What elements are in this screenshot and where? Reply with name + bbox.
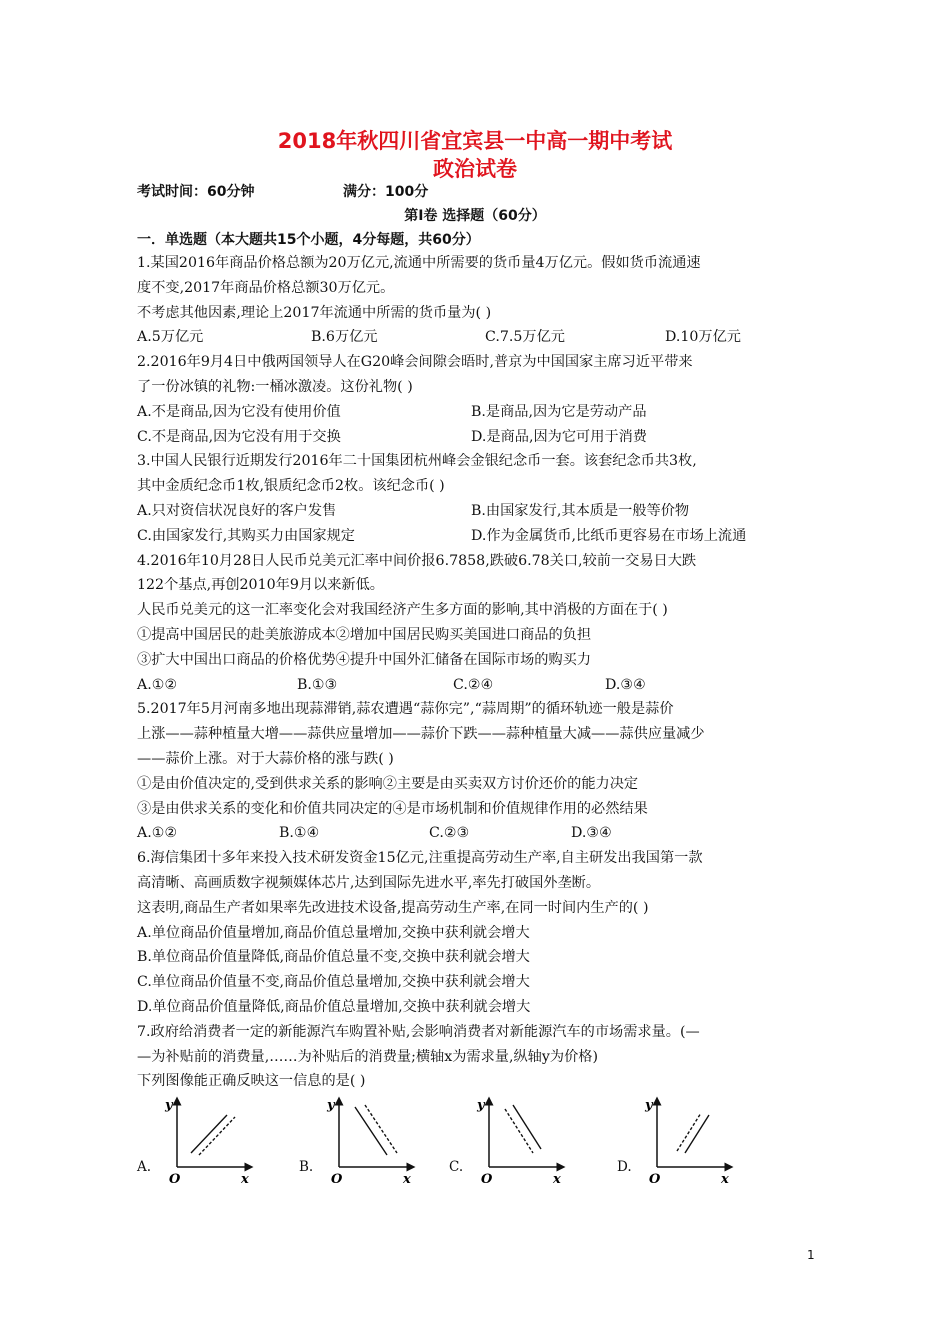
q7-graph-c[interactable] [449,1095,599,1185]
q3-option-c[interactable]: C.由国家发行,其购买力由国家规定 [137,527,355,544]
y-label: y [645,1098,653,1113]
q2-options-row1 [137,400,817,425]
x-label: x [241,1172,249,1185]
exam-title: 2018年秋四川省宜宾县一中高一期中考试 [277,129,673,153]
q4-stem-line1: 4.2016年10月28日人民币兑美元汇率中间价报6.7858,跌破6.78关口,较前一交易日大跌 [137,552,697,569]
q7-graph-b-plot [311,1095,421,1185]
q5-stem-line1: 5.2017年5月河南多地出现蒜滞销,蒜农遭遇“蒜你完”,“蒜周期”的循环轨迹一般是蒜价 [137,701,674,718]
q5-statements-line1: ①是由价值决定的,受到供求关系的影响②主要是由买卖双方讨价还价的能力决定 [137,775,639,792]
q2-options-row2 [137,425,817,450]
y-label: y [477,1098,485,1113]
q7-graph-a-label: A. [137,1159,152,1175]
exam-time: 考试时间：60分钟 [137,184,255,200]
question-list [137,251,817,1094]
q4-stem-line3: 人民币兑美元的这一汇率变化会对我国经济产生多方面的影响,其中消极的方面在于( ) [137,602,668,619]
q1-option-b[interactable]: B.6万亿元 [311,329,378,346]
after-line [199,1117,235,1155]
q4-option-a[interactable]: A.①② [137,676,178,693]
q6-option-d[interactable]: D.单位商品价值量降低,商品价值总量增加,交换中获利就会增大 [137,998,531,1015]
q7-graph-options [137,1095,817,1185]
q3-options-row2 [137,524,817,549]
q1-option-c[interactable]: C.7.5万亿元 [485,329,565,346]
q1-stem-line2: 度不变,2017年商品价格总额30万亿元。 [137,279,395,296]
q7-graph-b-label: B. [299,1159,314,1175]
exam-subtitle: 政治试卷 [433,157,517,181]
x-label: x [721,1172,729,1185]
section-title: 第Ⅰ卷 选择题（60分） [404,208,546,224]
after-line [677,1113,701,1151]
q4-option-d[interactable]: D.③④ [605,676,646,693]
q2-stem-line2: 了一份冰镇的礼物:一桶冰激凌。这份礼物( ) [137,378,413,395]
page-number: 1 [807,1248,815,1262]
q7-graph-c-label: C. [449,1159,464,1175]
q7-graph-a[interactable] [137,1095,287,1185]
q7-graph-c-plot [461,1095,571,1185]
origin-label: O [169,1172,181,1185]
q7-graph-d-plot [629,1095,739,1185]
q3-option-d[interactable]: D.作为金属货币,比纸币更容易在市场上流通 [471,527,747,544]
q1-option-d[interactable]: D.10万亿元 [665,329,741,346]
part-title: 一．单选题（本大题共15个小题，4分每题，共60分） [137,232,480,248]
q6-stem-line3: 这表明,商品生产者如果率先改进技术设备,提高劳动生产率,在同一时间内生产的( ) [137,899,649,916]
q7-graph-d-label: D. [617,1159,632,1175]
origin-label: O [481,1172,493,1185]
q4-statements-line1: ①提高中国居民的赴美旅游成本②增加中国居民购买美国进口商品的负担 [137,626,592,643]
q6-stem-line2: 高清晰、高画质数字视频媒体芯片,达到国际先进水平,率先打破国外垄断。 [137,874,601,891]
q5-stem-line3: ——蒜价上涨。对于大蒜价格的涨与跌( ) [137,750,394,767]
q2-option-d[interactable]: D.是商品,因为它可用于消费 [471,428,647,445]
q1-stem-line3: 不考虑其他因素,理论上2017年流通中所需的货币量为( ) [137,304,492,321]
q6-stem-line1: 6.海信集团十多年来投入技术研发资金15亿元,注重提高劳动生产率,自主研发出我国第一款 [137,850,703,867]
q4-option-b[interactable]: B.①③ [297,676,338,693]
y-label: y [327,1098,335,1113]
q4-option-c[interactable]: C.②④ [453,676,494,693]
q1-options [137,325,817,350]
q2-option-a[interactable]: A.不是商品,因为它没有使用价值 [137,403,341,420]
q6-option-a[interactable]: A.单位商品价值量增加,商品价值总量增加,交换中获利就会增大 [137,924,530,941]
q4-statements-line2: ③扩大中国出口商品的价格优势④提升中国外汇储备在国际市场的购买力 [137,651,592,668]
q5-option-b[interactable]: B.①④ [279,825,320,842]
q3-stem-line1: 3.中国人民银行近期发行2016年二十国集团杭州峰会金银纪念币一套。该套纪念币共3枚, [137,453,697,470]
q3-option-a[interactable]: A.只对资信状况良好的客户发售 [137,502,337,519]
before-line [191,1115,227,1153]
q5-option-c[interactable]: C.②③ [429,825,470,842]
x-label: x [403,1172,411,1185]
q1-stem-line1: 1.某国2016年商品价格总额为20万亿元,流通中所需要的货币量4万亿元。假如货币流通速 [137,255,701,271]
q3-option-b[interactable]: B.由国家发行,其本质是一般等价物 [471,502,690,519]
q3-options-row1 [137,499,817,524]
y-label: y [165,1098,173,1113]
q2-option-b[interactable]: B.是商品,因为它是劳动产品 [471,403,647,420]
q5-option-a[interactable]: A.①② [137,825,178,842]
q7-graph-b[interactable] [299,1095,449,1185]
q5-statements-line2: ③是由供求关系的变化和价值共同决定的④是市场机制和价值规律作用的必然结果 [137,800,648,817]
q7-graph-a-plot [149,1095,259,1185]
q5-option-d[interactable]: D.③④ [571,825,612,842]
q5-options [137,821,817,846]
q7-stem-line2: —为补贴前的消费量,……为补贴后的消费量;横轴x为需求量,纵轴y为价格) [137,1048,598,1065]
q3-stem-line2: 其中金质纪念币1枚,银质纪念币2枚。该纪念币( ) [137,478,445,495]
origin-label: O [331,1172,343,1185]
q2-stem-line1: 2.2016年9月4日中俄两国领导人在G20峰会间隙会晤时,普京为中国国家主席习近平带来 [137,354,693,371]
before-line [685,1115,709,1153]
q4-options [137,673,817,698]
q7-stem-line3: 下列图像能正确反映这一信息的是( ) [137,1073,366,1090]
q6-option-c[interactable]: C.单位商品价值量不变,商品价值总量增加,交换中获利就会增大 [137,974,530,991]
origin-label: O [649,1172,661,1185]
q5-stem-line2: 上涨——蒜种植量大增——蒜供应量增加——蒜价下跌——蒜种植量大减——蒜供应量减少 [137,726,705,743]
q7-graph-d[interactable] [617,1095,767,1185]
full-score: 满分：100分 [343,184,429,200]
q2-option-c[interactable]: C.不是商品,因为它没有用于交换 [137,428,341,445]
q7-stem-line1: 7.政府给消费者一定的新能源汽车购置补贴,会影响消费者对新能源汽车的市场需求量。(— [137,1023,700,1040]
q4-stem-line2: 122个基点,再创2010年9月以来新低。 [137,577,384,594]
x-label: x [553,1172,561,1185]
q6-option-b[interactable]: B.单位商品价值量降低,商品价值总量不变,交换中获利就会增大 [137,949,530,966]
exam-meta [137,181,428,201]
q1-option-a[interactable]: A.5万亿元 [137,329,204,346]
